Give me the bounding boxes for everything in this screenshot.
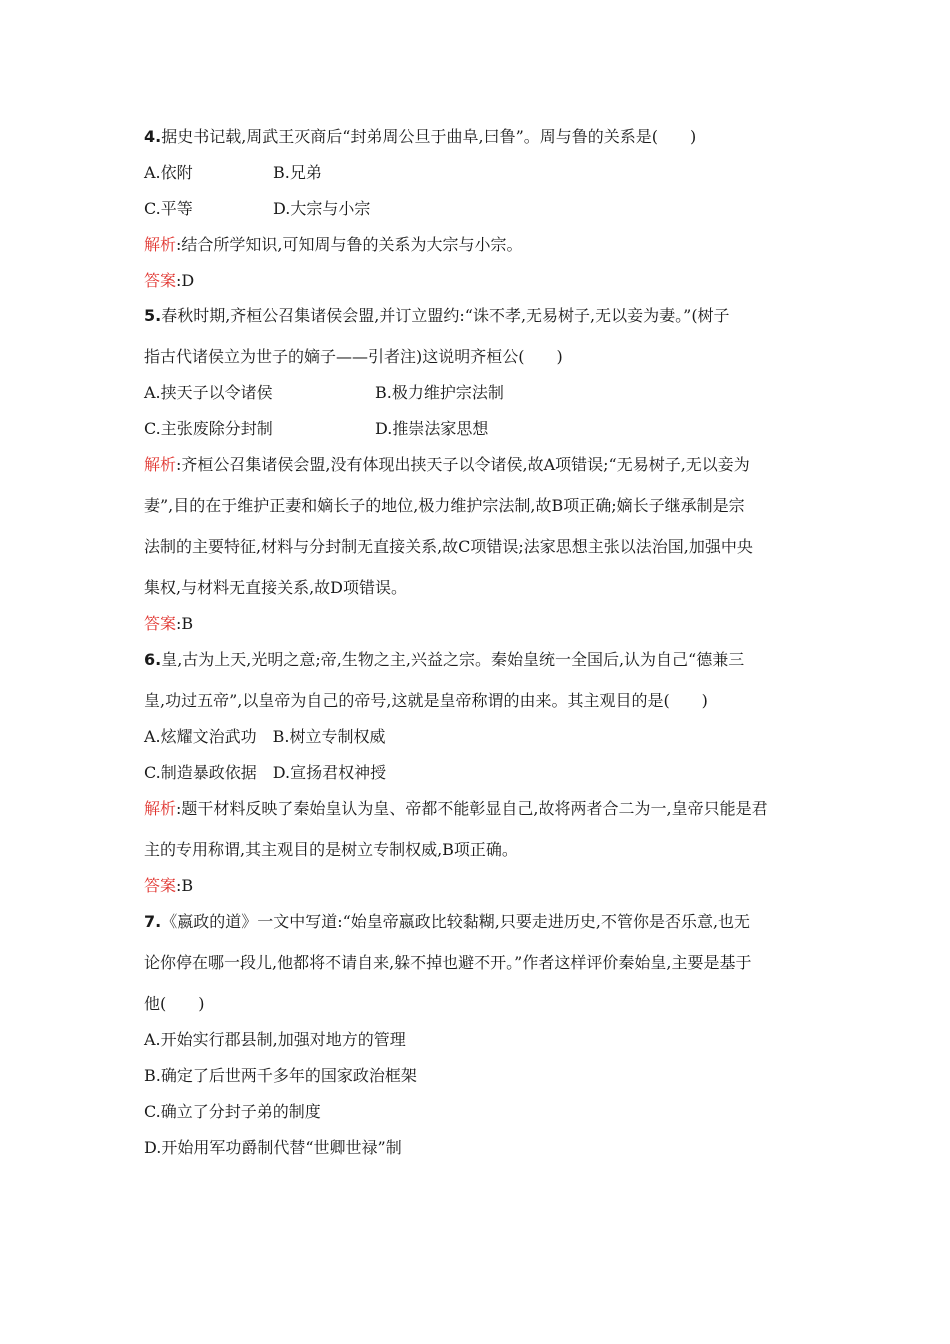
q7-option-a: A.开始实行郡县制,加强对地方的管理 <box>144 1030 406 1049</box>
q5-analysis-line2: 妻”,目的在于维护正妻和嫡长子的地位,极力维护宗法制,故B项正确;嫡长子继承制是宗 <box>144 496 745 515</box>
q6-answer <box>144 876 193 896</box>
q4-answer-text: :D <box>176 271 195 290</box>
q6-options-cd: C.制造暴政依据 D.宣扬君权神授 <box>144 763 387 782</box>
q4-options-ab <box>144 163 322 183</box>
q4-analysis-label: 解析 <box>144 235 177 254</box>
q6-number: 6. <box>144 650 162 669</box>
q6-answer-text: :B <box>176 876 194 895</box>
q4-stem <box>144 127 696 147</box>
q4-option-c: C.平等 <box>144 199 193 218</box>
q5-answer <box>144 614 193 634</box>
q5-analysis-label: 解析 <box>144 455 177 474</box>
q5-stem-text1: 春秋时期,齐桓公召集诸侯会盟,并订立盟约:“诛不孝,无易树子,无以妾为妻。”(树子 <box>161 306 730 325</box>
q6-analysis-line1 <box>144 799 768 819</box>
q4-stem-text: 据史书记载,周武王灭商后“封弟周公旦于曲阜,曰鲁”。周与鲁的关系是( ) <box>161 127 697 146</box>
q7-stem-text1: 《嬴政的道》一文中写道:“始皇帝嬴政比较黏糊,只要走进历史,不管你是否乐意,也无 <box>161 912 751 931</box>
q6-stem-line2: 皇,功过五帝”,以皇帝为自己的帝号,这就是皇帝称谓的由来。其主观目的是( ) <box>144 691 708 710</box>
q5-number: 5. <box>144 306 162 325</box>
q6-stem-line1 <box>144 650 744 670</box>
q5-option-d: D.推崇法家思想 <box>375 419 489 438</box>
q5-option-c: C.主张废除分封制 <box>144 419 273 438</box>
q4-options-cd <box>144 199 371 219</box>
q7-stem-line3: 他( ) <box>144 994 205 1013</box>
q5-stem-line1 <box>144 306 730 326</box>
q5-option-a: A.挟天子以令诸侯 <box>144 383 273 402</box>
q7-number: 7. <box>144 912 162 931</box>
q6-answer-label: 答案 <box>144 876 177 895</box>
q5-answer-label: 答案 <box>144 614 177 633</box>
q6-stem-text1: 皇,古为上天,光明之意;帝,生物之主,兴益之宗。秦始皇统一全国后,认为自己“德兼三 <box>161 650 745 669</box>
q7-stem-line2: 论你停在哪一段儿,他都将不请自来,躲不掉也避不开。”作者这样评价秦始皇,主要是基于 <box>144 953 752 972</box>
q5-analysis-line1 <box>144 455 750 475</box>
q4-analysis <box>144 235 523 255</box>
q5-options-ab <box>144 383 504 403</box>
q5-analysis-text1: :齐桓公召集诸侯会盟,没有体现出挟天子以令诸侯,故A项错误;“无易树子,无以妾为 <box>176 455 750 474</box>
q5-answer-text: :B <box>176 614 194 633</box>
q6-options-ab: A.炫耀文治武功 B.树立专制权威 <box>144 727 386 746</box>
q6-analysis-line2: 主的专用称谓,其主观目的是树立专制权威,B项正确。 <box>144 840 518 859</box>
q5-analysis-line3: 法制的主要特征,材料与分封制无直接关系,故C项错误;法家思想主张以法治国,加强中央 <box>144 537 753 556</box>
q5-stem-line2: 指古代诸侯立为世子的嫡子——引者注)这说明齐桓公( ) <box>144 347 563 366</box>
q4-answer <box>144 271 194 291</box>
q4-option-b: B.兄弟 <box>273 163 322 182</box>
q4-option-d: D.大宗与小宗 <box>273 199 371 218</box>
q7-option-d: D.开始用军功爵制代替“世卿世禄”制 <box>144 1138 402 1157</box>
q7-option-c: C.确立了分封子弟的制度 <box>144 1102 321 1121</box>
q4-option-a: A.依附 <box>144 163 193 182</box>
q6-analysis-label: 解析 <box>144 799 177 818</box>
q4-number: 4. <box>144 127 162 146</box>
q7-stem-line1 <box>144 912 750 932</box>
q6-analysis-text1: :题干材料反映了秦始皇认为皇、帝都不能彰显自己,故将两者合二为一,皇帝只能是君 <box>176 799 768 818</box>
q4-analysis-text: :结合所学知识,可知周与鲁的关系为大宗与小宗。 <box>176 235 523 254</box>
q5-option-b: B.极力维护宗法制 <box>375 383 504 402</box>
q7-option-b: B.确定了后世两千多年的国家政治框架 <box>144 1066 417 1085</box>
q5-analysis-line4: 集权,与材料无直接关系,故D项错误。 <box>144 578 408 597</box>
q5-options-cd <box>144 419 489 439</box>
q4-answer-label: 答案 <box>144 271 177 290</box>
